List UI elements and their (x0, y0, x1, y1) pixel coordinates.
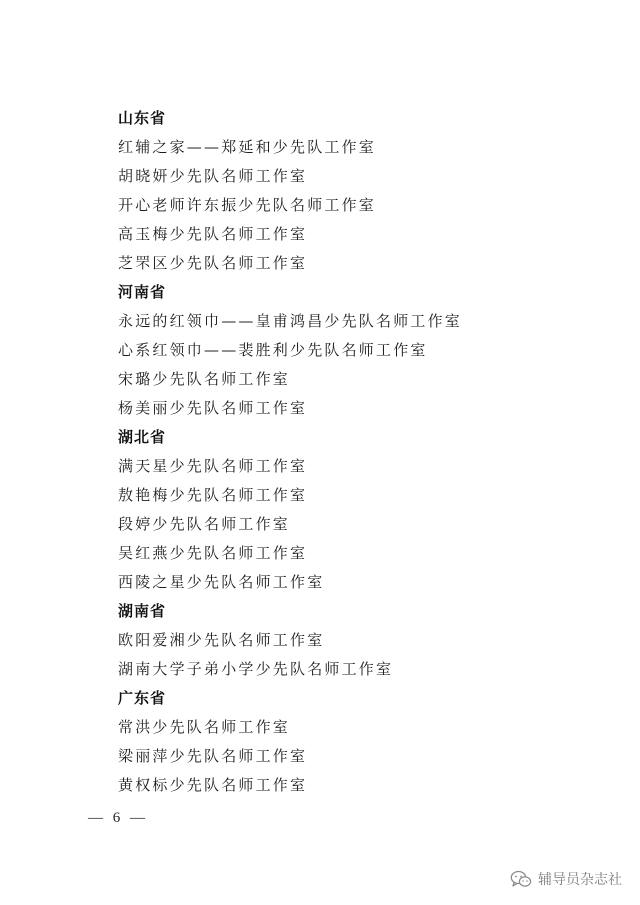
studio-item: 心系红领巾——裴胜利少先队名师工作室 (118, 341, 428, 359)
studio-item: 芝罘区少先队名师工作室 (118, 254, 308, 272)
studio-item: 常洪少先队名师工作室 (118, 718, 291, 736)
province-heading: 湖南省 (118, 602, 167, 620)
studio-item: 湖南大学子弟小学少先队名师工作室 (118, 660, 394, 678)
province-heading: 山东省 (118, 109, 167, 127)
studio-item: 胡晓妍少先队名师工作室 (118, 167, 308, 185)
studio-item: 段婷少先队名师工作室 (118, 515, 291, 533)
province-heading: 河南省 (118, 283, 167, 301)
watermark-text: 辅导员杂志社 (538, 872, 622, 888)
studio-item: 满天星少先队名师工作室 (118, 457, 308, 475)
studio-item: 杨美丽少先队名师工作室 (118, 399, 308, 417)
studio-item: 宋璐少先队名师工作室 (118, 370, 291, 388)
province-section-hunan (118, 597, 578, 684)
page-number: — 6 — (88, 810, 148, 826)
province-section-shandong (118, 104, 578, 278)
studio-item: 黄权标少先队名师工作室 (118, 776, 308, 794)
studio-item: 敖艳梅少先队名师工作室 (118, 486, 308, 504)
studio-item: 西陵之星少先队名师工作室 (118, 573, 325, 591)
studio-item: 高玉梅少先队名师工作室 (118, 225, 308, 243)
province-heading: 湖北省 (118, 428, 167, 446)
studio-item: 开心老师许东振少先队名师工作室 (118, 196, 377, 214)
studio-item: 吴红燕少先队名师工作室 (118, 544, 308, 562)
province-section-guangdong (118, 684, 578, 800)
studio-item: 梁丽萍少先队名师工作室 (118, 747, 308, 765)
province-section-hubei (118, 423, 578, 597)
province-heading: 广东省 (118, 689, 167, 707)
studio-item: 红辅之家——郑延和少先队工作室 (118, 138, 377, 156)
wechat-icon (510, 870, 532, 888)
studio-item: 永远的红领巾——皇甫鸿昌少先队名师工作室 (118, 312, 463, 330)
studio-item: 欧阳爱湘少先队名师工作室 (118, 631, 325, 649)
province-list (118, 104, 578, 800)
watermark (510, 869, 622, 889)
province-section-henan (118, 278, 578, 423)
